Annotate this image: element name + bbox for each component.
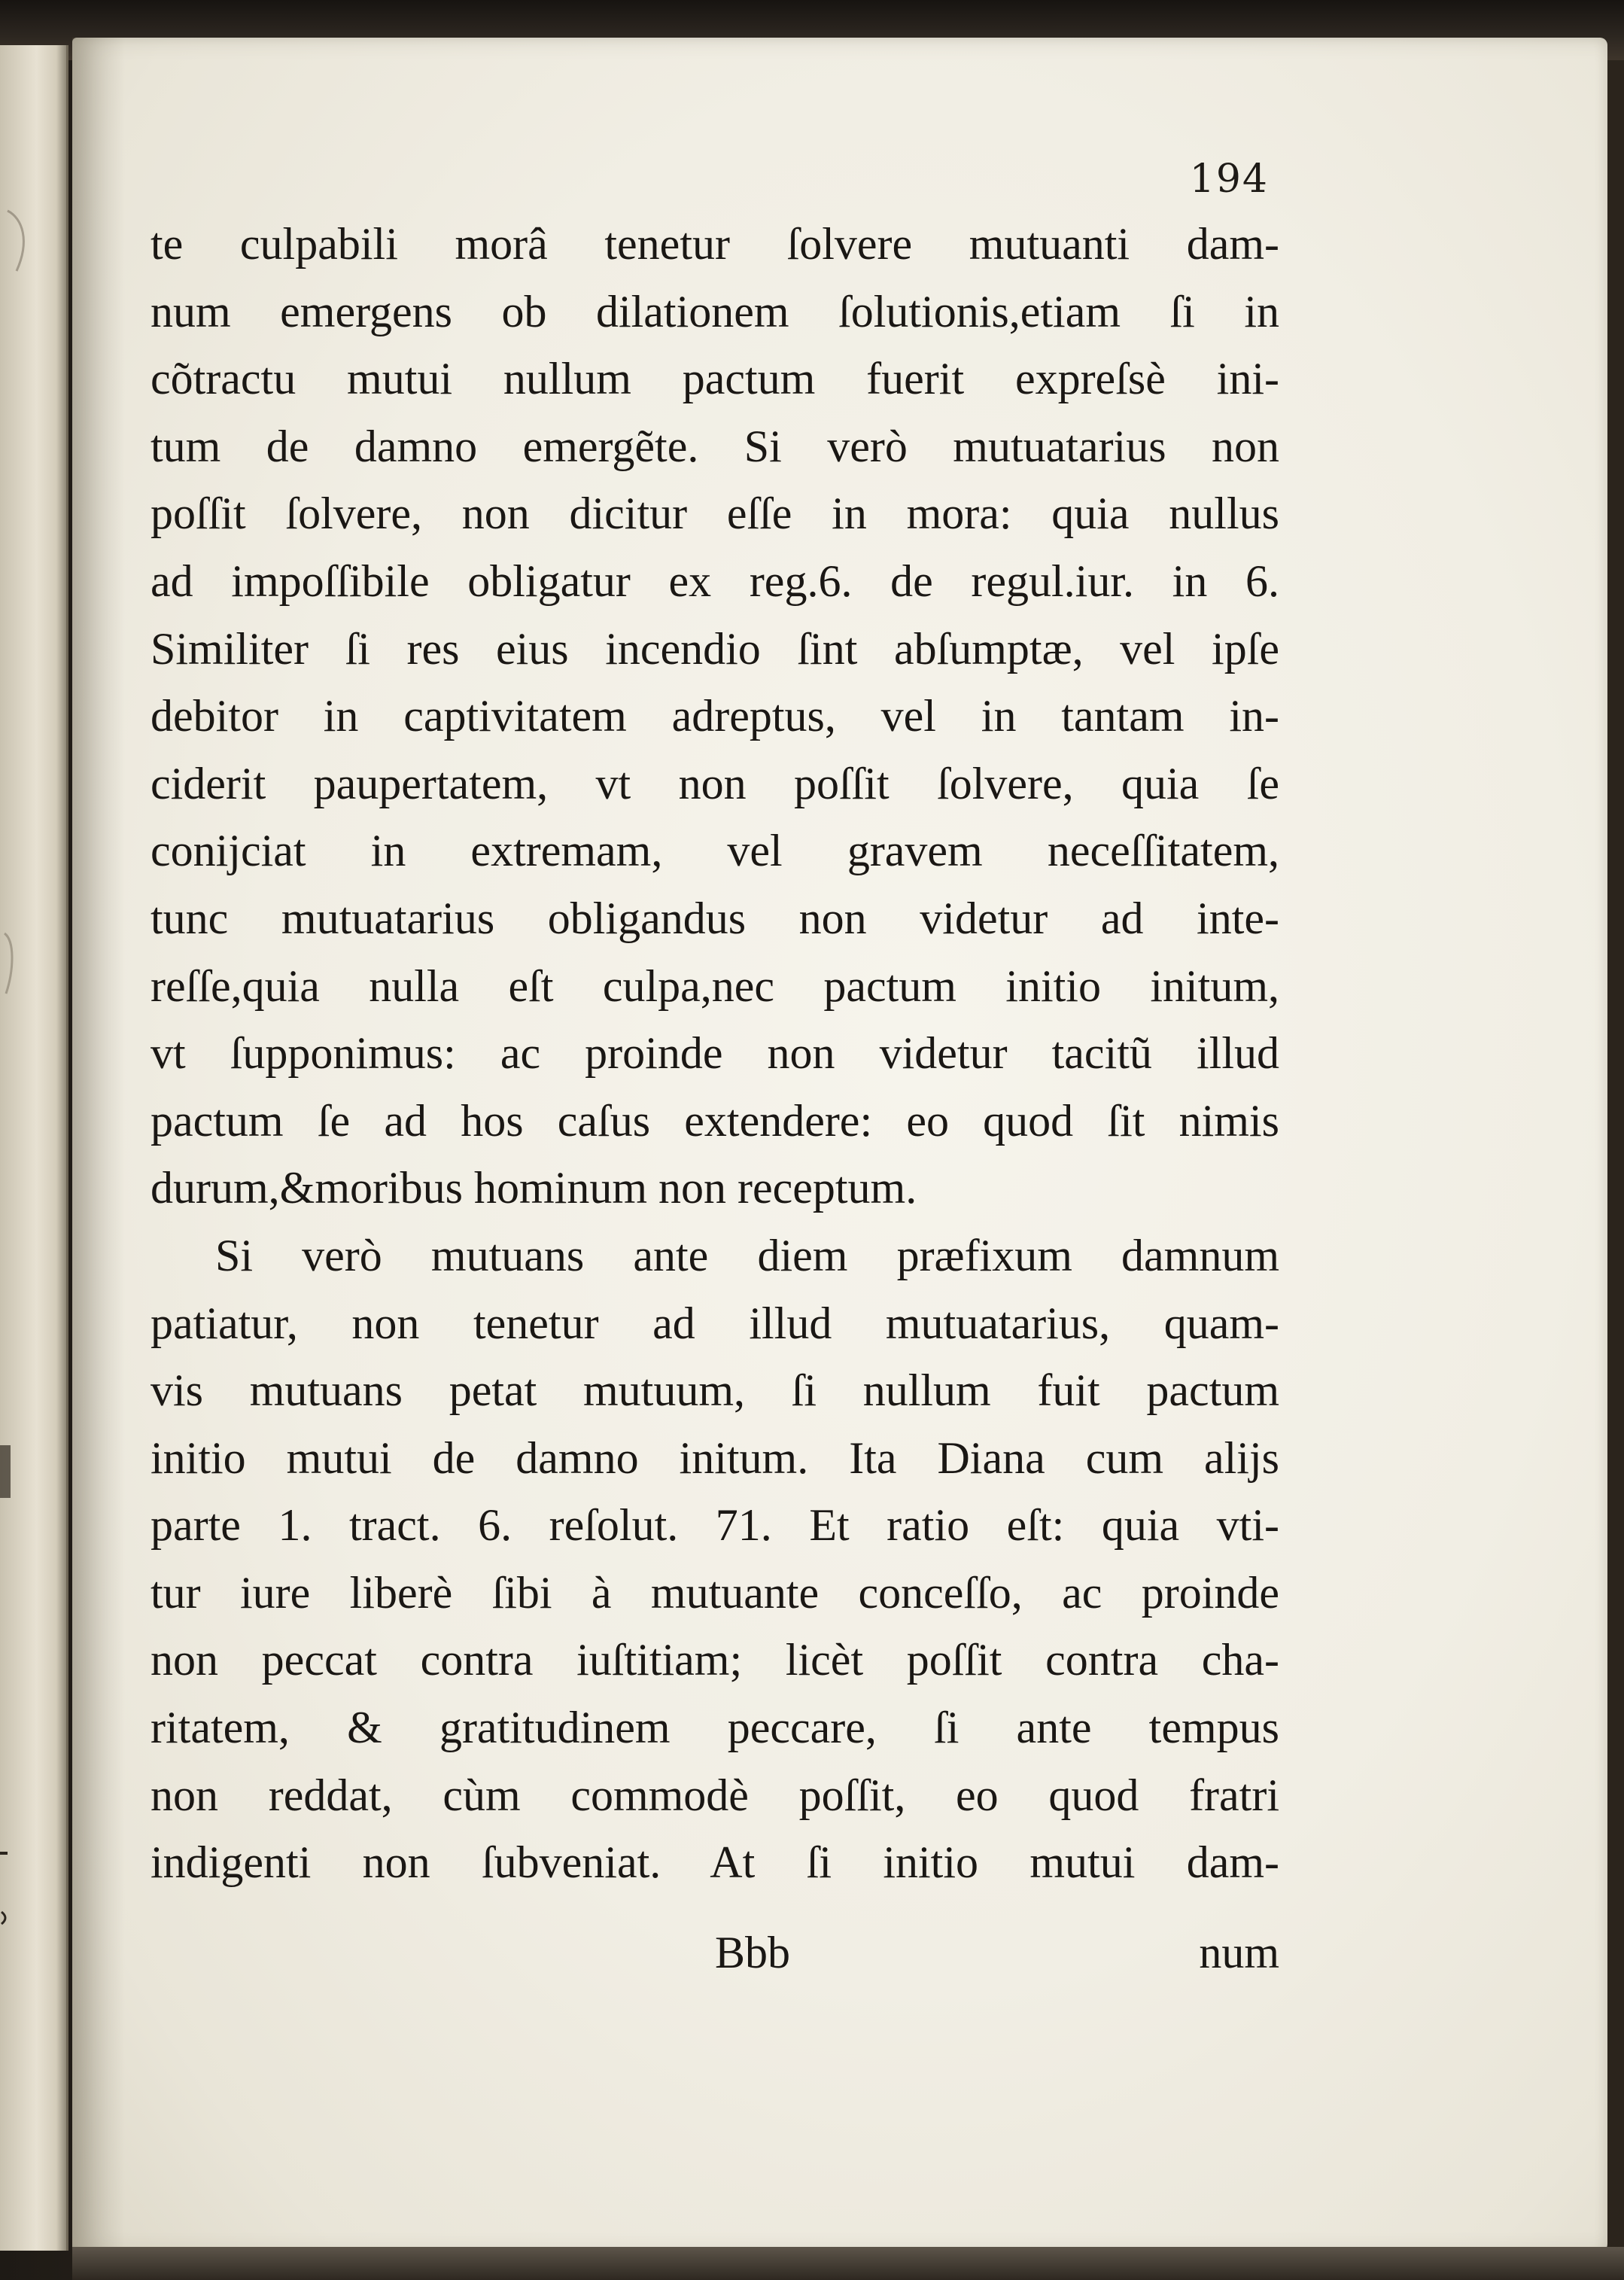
text-line: ritatem, & gratitudinem peccare, ſi ante tempus: [151, 1703, 1279, 1753]
text-line: num emergens ob dilationem ſolutionis,etiam ſi in: [151, 286, 1279, 336]
text-line: non peccat contra iuſtitiam; licèt poſſit contra cha-: [151, 1635, 1279, 1685]
text-line: tur iure liberè ſibi à mutuante conceſſo, ac proinde: [151, 1567, 1279, 1618]
text-line: reſſe,quia nulla eſt culpa,nec pactum initio initum,: [151, 960, 1279, 1011]
signature-mark: Bbb: [715, 1928, 791, 1977]
text-line: non reddat, cùm commodè poſſit, eo quod fratri: [151, 1770, 1279, 1820]
text-line: conijciat in extremam, vel gravem neceſſitatem,: [151, 826, 1279, 876]
text-line: pactum ſe ad hos caſus extendere: eo quod ſit nimis: [151, 1095, 1279, 1146]
text-line: tum de damno emergẽte. Si verò mutuatarius non: [151, 421, 1279, 471]
facing-page-marks: [0, 45, 66, 2251]
text-line: ciderit paupertatem, vt non poſſit ſolvere, quia ſe: [151, 758, 1279, 808]
text-line: patiatur, non tenetur ad illud mutuatarius, quam-: [151, 1298, 1279, 1348]
text-line: indigenti non ſubveniat. At ſi initio mutui dam-: [151, 1837, 1279, 1888]
book-bottom-edge: [72, 2247, 1624, 2280]
text-line: cõtractu mutui nullum pactum fuerit expreſsè ini-: [151, 354, 1279, 404]
text-line: te culpabili morâ tenetur ſolvere mutuanti dam-: [151, 219, 1279, 269]
text-line: tunc mutuatarius obligandus non videtur ad inte-: [151, 893, 1279, 943]
page-number: 194: [1189, 157, 1269, 202]
paragraph-start-line: Si verò mutuans ante diem præfixum damnum: [215, 1230, 1279, 1280]
text-line: Similiter ſi res eius incendio ſint abſumptæ, vel ipſe: [151, 623, 1279, 674]
paragraph-end-line: durum,&moribus hominum non receptum.: [151, 1163, 917, 1213]
text-line: vis mutuans petat mutuum, ſi nullum fuit pactum: [151, 1365, 1279, 1416]
text-line: debitor in captivitatem adreptus, vel in tantam in-: [151, 691, 1279, 741]
text-line: parte 1. tract. 6. reſolut. 71. Et ratio eſt: quia vti-: [151, 1500, 1279, 1551]
body-text: [151, 211, 1279, 1897]
text-line: ad impoſſibile obligatur ex reg.6. de regul.iur. in 6.: [151, 556, 1279, 606]
text-line: initio mutui de damno initum. Ita Diana cum alijs: [151, 1432, 1279, 1483]
text-line: vt ſupponimus: ac proinde non videtur tacitũ illud: [151, 1028, 1279, 1079]
gutter-shadow: [72, 38, 125, 2254]
catchword: num: [1199, 1928, 1279, 1977]
text-line: poſſit ſolvere, non dicitur eſſe in mora: quia nullus: [151, 489, 1279, 539]
